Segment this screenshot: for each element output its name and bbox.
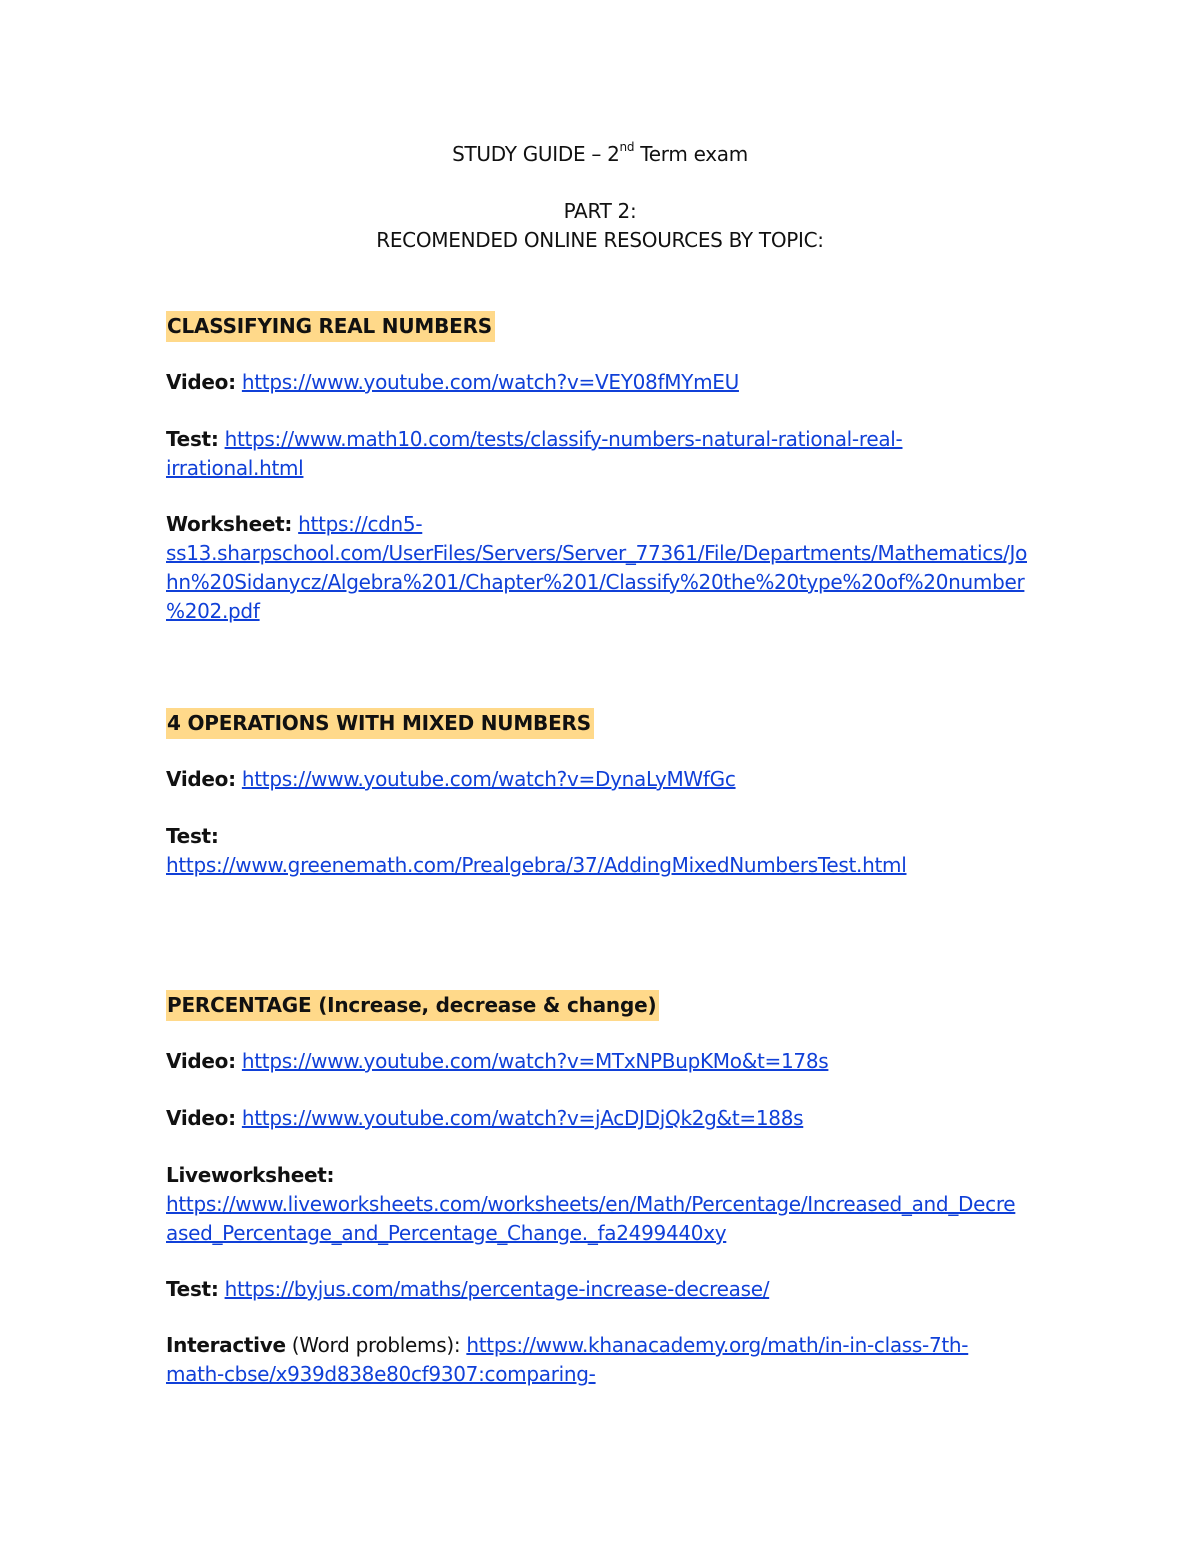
resource-label: Video:: [166, 370, 236, 394]
document-title: [0, 140, 1200, 169]
resource-test: [166, 822, 1032, 880]
resource-label: Worksheet:: [166, 512, 293, 536]
resource-liveworksheet: [166, 1161, 1024, 1248]
resource-worksheet: [166, 510, 1028, 626]
section-heading: 4 OPERATIONS WITH MIXED NUMBERS: [166, 708, 594, 739]
resource-link[interactable]: https://www.youtube.com/watch?v=VEY08fMYmEU: [241, 370, 739, 394]
document-subtitle: RECOMENDED ONLINE RESOURCES BY TOPIC:: [376, 228, 824, 252]
section-heading-main: PERCENTAGE: [167, 993, 312, 1017]
resource-link[interactable]: https://cdn5-ss13.sharpschool.com/UserFiles/Servers/Server_77361/File/Departments/Mathematics/John%20Sidanycz/Algebra%201/Chapter%201/Classify%20the%20type%20of%20number%202.pdf: [166, 512, 1027, 623]
section-heading-detail: (Increase, decrease & change): [311, 993, 657, 1017]
resource-link[interactable]: https://www.liveworksheets.com/worksheets/en/Math/Percentage/Increased_and_Decreased_Percentage_and_Percentage_Change._fa2499440xy: [166, 1192, 1016, 1245]
resource-label: Video:: [166, 1049, 236, 1073]
section-heading: [166, 990, 659, 1021]
resource-link[interactable]: https://www.youtube.com/watch?v=DynaLyMWfGc: [241, 767, 736, 791]
title-suffix: Term exam: [634, 142, 748, 166]
resource-link[interactable]: https://www.math10.com/tests/classify-numbers-natural-rational-real-irrational.html: [166, 427, 903, 480]
resource-video: [166, 1104, 1032, 1133]
section-classifying-real-numbers: [166, 311, 495, 342]
resource-interactive: [166, 1331, 1006, 1389]
resource-label: Interactive: [166, 1333, 286, 1357]
resource-label: Test:: [166, 824, 219, 848]
resource-link[interactable]: https://www.khanacademy.org/math/in-in-class-7th-math-cbse/x939d838e80cf9307:comparing-: [166, 1333, 969, 1386]
resource-label: Test:: [166, 427, 219, 451]
resource-label: Liveworksheet:: [166, 1163, 335, 1187]
title-ordinal-suffix: nd: [619, 140, 635, 155]
resource-video: [166, 1047, 1032, 1076]
resource-label: Video:: [166, 1106, 236, 1130]
resource-video: [166, 765, 1032, 794]
resource-label: Test:: [166, 1277, 219, 1301]
resource-test: [166, 425, 1016, 483]
title-prefix: STUDY GUIDE – 2: [452, 142, 620, 166]
resource-link[interactable]: https://www.youtube.com/watch?v=MTxNPBupKMo&t=178s: [241, 1049, 829, 1073]
resource-note: (Word problems):: [285, 1333, 461, 1357]
section-percentage: [166, 990, 659, 1021]
resource-link[interactable]: https://www.greenemath.com/Prealgebra/37/AddingMixedNumbersTest.html: [166, 853, 907, 877]
resource-link[interactable]: https://www.youtube.com/watch?v=jAcDJDjQk2g&t=188s: [241, 1106, 804, 1130]
resource-video: [166, 368, 1032, 397]
section-mixed-numbers: [166, 708, 594, 739]
resource-label: Video:: [166, 767, 236, 791]
resource-test: [166, 1275, 1032, 1304]
resource-link[interactable]: https://byjus.com/maths/percentage-increase-decrease/: [224, 1277, 770, 1301]
part-label: PART 2:: [563, 199, 637, 223]
section-heading: CLASSIFYING REAL NUMBERS: [166, 311, 495, 342]
